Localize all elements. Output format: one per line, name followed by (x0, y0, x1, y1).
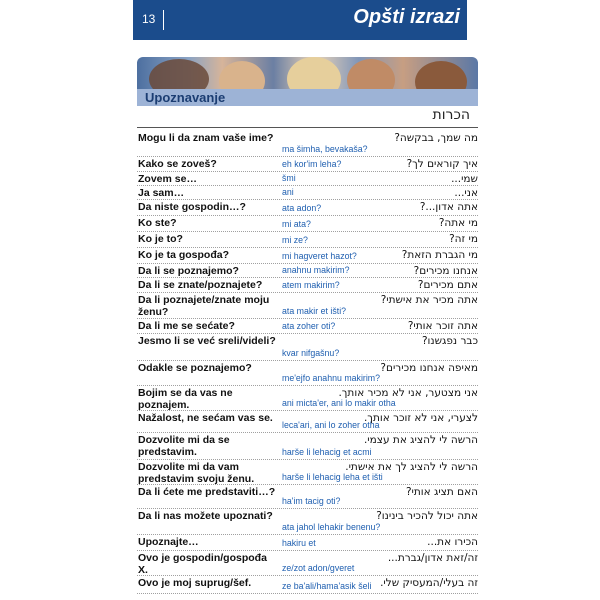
phrase-hebrew: איך קוראים לך? (406, 158, 478, 170)
phrase-row (137, 216, 478, 232)
page-number-divider (163, 10, 164, 30)
phrase-hebrew: כבר נפגשנו? (421, 335, 478, 347)
phrase-hebrew: אתה אדון...? (419, 201, 478, 213)
phrase-serbian: Da li ćete me predstaviti…? (138, 486, 276, 498)
phrase-transliteration: ani (282, 187, 294, 197)
phrase-transliteration: atem makirim? (282, 280, 340, 290)
phrase-serbian: Da li se poznajemo? (138, 265, 239, 277)
phrase-hebrew: אני... (454, 187, 478, 199)
phrase-row (137, 411, 478, 433)
phrase-hebrew: אנחנו מכירים? (413, 265, 478, 277)
phrase-transliteration: ze ba'ali/hama'asik šeli (282, 581, 372, 591)
phrase-hebrew: אתם מכירים? (417, 279, 478, 291)
phrase-row (137, 433, 478, 460)
phrase-serbian: Upoznajte… (138, 536, 199, 548)
person-photo (149, 59, 209, 89)
phrase-hebrew: מי זה? (449, 233, 478, 245)
phrase-row (137, 535, 478, 551)
phrase-serbian: Kako se zoveš? (138, 158, 217, 170)
phrase-row (137, 200, 478, 216)
phrase-hebrew: מי הגברת הזאת? (401, 249, 478, 261)
phrase-serbian: Da niste gospodin…? (138, 201, 246, 213)
phrase-hebrew: לצערי, אני לא זוכר אותך. (363, 412, 478, 424)
phrase-transliteration: mi ze? (282, 235, 308, 245)
section-title: Upoznavanje (145, 90, 226, 105)
phrase-hebrew: מאיפה אנחנו מכירים? (380, 362, 478, 374)
phrase-serbian: Jesmo li se već sreli/videli? (138, 335, 276, 347)
phrase-hebrew: מה שמך, בבקשה? (394, 132, 478, 144)
section-hebrew-title: הכרות (432, 107, 470, 123)
phrase-transliteration: ze/zot adon/gveret (282, 563, 355, 573)
phrase-serbian: Odakle se poznajemo? (138, 362, 252, 374)
phrase-transliteration: ata jahol lehakir benenu? (282, 522, 381, 532)
phrase-serbian: Mogu li da znam vaše ime? (138, 132, 274, 144)
phrase-hebrew: אני מצטער, אני לא מכיר אותך. (338, 387, 478, 399)
phrase-transliteration: kvar nifgašnu? (282, 348, 340, 358)
phrase-row (137, 232, 478, 248)
phrase-row (137, 361, 478, 386)
phrase-serbian: Da li me se sećate? (138, 320, 235, 332)
page-header (0, 0, 600, 40)
phrase-row (137, 386, 478, 411)
phrase-row (137, 334, 478, 361)
phrase-transliteration: ma šimha, bevakaša? (282, 144, 368, 154)
person-photo (347, 59, 395, 89)
phrase-row (137, 293, 478, 319)
phrase-transliteration: ata makir et išti? (282, 306, 347, 316)
phrase-hebrew: האם תציג אותי? (405, 486, 478, 498)
phrase-hebrew: אתה מכיר את אישתי? (380, 294, 478, 306)
phrase-transliteration: mi ata? (282, 219, 311, 229)
phrase-transliteration: mi hagveret hazot? (282, 251, 357, 261)
phrase-serbian: Ovo je gospodin/gospođa X. (138, 552, 267, 576)
phrase-transliteration: ani micta'er, ani lo makir otha (282, 398, 396, 408)
phrase-row (137, 172, 478, 186)
phrase-row (137, 319, 478, 334)
phrase-row (137, 278, 478, 293)
phrase-serbian: Dozvolite mi da se predstavim. (138, 434, 230, 458)
phrase-hebrew: אתה יכול להכיר בינינו? (376, 510, 478, 522)
phrase-hebrew: זה בעלי/המעסיק שלי. (380, 577, 478, 589)
phrase-row (137, 248, 478, 264)
phrase-transliteration: harše li lehacig leha et išti (282, 472, 383, 482)
phrase-serbian: Bojim se da vas ne poznajem. (138, 387, 233, 411)
phrase-transliteration: ha'im tacig oti? (282, 496, 341, 506)
phrase-serbian: Ovo je moj suprug/šef. (138, 577, 252, 589)
phrase-row (137, 157, 478, 172)
phrase-row (137, 264, 478, 278)
person-photo (415, 61, 467, 89)
phrase-row (137, 576, 478, 594)
phrase-transliteration: leca'ari, ani lo zoher otha (282, 420, 380, 430)
phrase-serbian: Ja sam… (138, 187, 185, 199)
phrase-row (137, 131, 478, 157)
phrase-serbian: Ko ste? (138, 217, 177, 229)
phrase-transliteration: me'ejfo anahnu makirim? (282, 373, 381, 383)
phrase-list (137, 131, 478, 594)
phrase-row (137, 186, 478, 200)
section-photo (137, 57, 478, 89)
section-divider (137, 127, 478, 128)
phrase-hebrew: מי אתה? (438, 217, 478, 229)
phrase-serbian: Ko je ta gospođa? (138, 249, 230, 261)
page-number: 13 (142, 12, 156, 26)
phrase-transliteration: ata zoher oti? (282, 321, 336, 331)
phrase-serbian: Zovem se… (138, 173, 197, 185)
phrase-hebrew: הרשה לי להציג את עצמי. (363, 434, 478, 446)
phrase-serbian: Dozvolite mi da vam predstavim svoju ženu. (138, 461, 255, 485)
phrase-transliteration: hakiru et (282, 538, 316, 548)
phrase-row (137, 551, 478, 576)
phrase-row (137, 460, 478, 485)
phrase-transliteration: šmi (282, 173, 296, 183)
phrase-transliteration: eh kor'im leha? (282, 159, 342, 169)
phrase-serbian: Da li poznajete/znate moju ženu? (138, 294, 270, 318)
phrase-serbian: Da li se znate/poznajete? (138, 279, 263, 291)
phrase-serbian: Ko je to? (138, 233, 183, 245)
person-photo (219, 61, 265, 89)
phrase-serbian: Nažalost, ne sećam vas se. (138, 412, 273, 424)
phrase-hebrew: הרשה לי להציג לך את אישתי. (345, 461, 478, 473)
phrase-hebrew: זה/זאת אדון/גברת... (387, 552, 478, 564)
phrase-hebrew: אתה זוכר אותי? (407, 320, 478, 332)
phrase-row (137, 509, 478, 535)
phrase-transliteration: anahnu makirim? (282, 265, 350, 275)
phrase-transliteration: ata adon? (282, 203, 322, 213)
chapter-title: Opšti izrazi (353, 6, 460, 28)
phrase-serbian: Da li nas možete upoznati? (138, 510, 273, 522)
person-photo (287, 57, 341, 89)
phrase-hebrew: הכירו את... (427, 536, 478, 548)
phrase-row (137, 485, 478, 509)
phrase-hebrew: שמי... (451, 173, 478, 185)
phrase-transliteration: harše li lehacig et acmi (282, 447, 372, 457)
